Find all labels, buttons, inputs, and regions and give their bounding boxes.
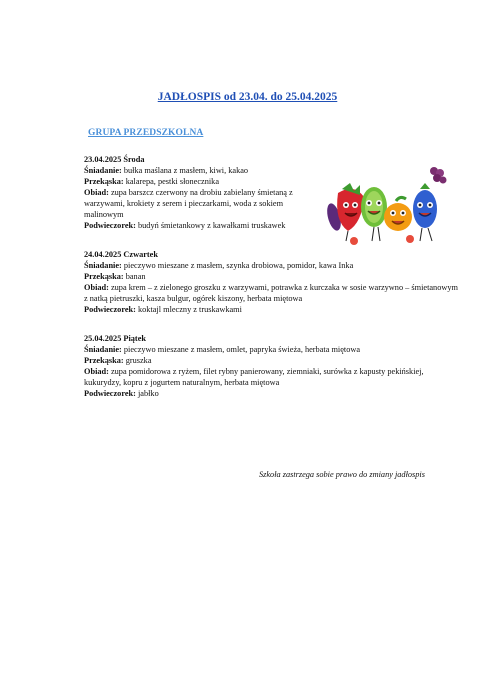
day-block-thursday xyxy=(84,249,459,315)
vegetables-illustration xyxy=(324,161,450,247)
afternoon-row xyxy=(84,388,459,399)
lunch-text: zupa pomidorowa z ryżem, filet rybny panierowany, ziemniaki, surówka z kapusty pekińskiej, kukurydzy, kopru z jogurtem naturalnym, herbata miętowa xyxy=(84,367,424,387)
snack-text: banan xyxy=(123,272,146,281)
snack-label: Przekąska: xyxy=(84,356,124,365)
day-date: 24.04.2025 Czwartek xyxy=(84,250,158,259)
breakfast-row xyxy=(84,165,316,176)
afternoon-text: budyń śmietankowy z kawałkami truskawek xyxy=(135,221,286,230)
snack-text: gruszka xyxy=(123,356,152,365)
group-heading: GRUPA PRZEDSZKOLNA xyxy=(88,128,204,138)
afternoon-row xyxy=(84,304,459,315)
breakfast-label: Śniadanie: xyxy=(84,261,122,270)
breakfast-text: pieczywo mieszane z masłem, szynka drobiowa, pomidor, kawa Inka xyxy=(121,261,354,270)
cartoon-fruits-icon xyxy=(324,161,450,247)
day-block-wednesday xyxy=(84,154,316,231)
lunch-label: Obiad: xyxy=(84,283,109,292)
lunch-text: zupa krem – z zielonego groszku z warzywami, potrawka z kurczaka w sosie warzywno – śmietanowym z natką pietruszki, kasza bulgur, ogórek kiszony, herbata miętowa xyxy=(84,283,458,303)
afternoon-label: Podwieczorek: xyxy=(84,305,136,314)
breakfast-label: Śniadanie: xyxy=(84,345,122,354)
day-date: 25.04.2025 Piątek xyxy=(84,334,146,343)
lunch-row xyxy=(84,282,459,304)
snack-text: kalarepa, pestki słonecznika xyxy=(123,177,220,186)
breakfast-label: Śniadanie: xyxy=(84,166,122,175)
snack-label: Przekąska: xyxy=(84,272,124,281)
snack-row xyxy=(84,176,316,187)
lunch-label: Obiad: xyxy=(84,367,109,376)
lunch-label: Obiad: xyxy=(84,188,109,197)
breakfast-row xyxy=(84,260,459,271)
afternoon-label: Podwieczorek: xyxy=(84,389,136,398)
breakfast-row xyxy=(84,344,459,355)
afternoon-row xyxy=(84,220,316,231)
snack-label: Przekąska: xyxy=(84,177,124,186)
breakfast-text: bułka maślana z masłem, kiwi, kakao xyxy=(121,166,249,175)
menu-title: JADŁOSPIS od 23.04. do 25.04.2025 xyxy=(157,91,338,103)
snack-row xyxy=(84,271,459,282)
lunch-row xyxy=(84,187,316,220)
afternoon-text: jabłko xyxy=(135,389,159,398)
snack-row xyxy=(84,355,459,366)
day-block-friday xyxy=(84,333,459,399)
day-date: 23.04.2025 Środa xyxy=(84,155,145,164)
lunch-row xyxy=(84,366,459,388)
afternoon-label: Podwieczorek: xyxy=(84,221,136,230)
lunch-text: zupa barszcz czerwony na drobiu zabielany śmietaną z warzywami, krokiety z serem i pieczarkami, woda z sokiem malinowym xyxy=(84,188,293,219)
afternoon-text: koktajl mleczny z truskawkami xyxy=(135,305,242,314)
breakfast-text: pieczywo mieszane z masłem, omlet, papryka świeża, herbata miętowa xyxy=(121,345,361,354)
disclaimer-note: Szkoła zastrzega sobie prawo do zmiany jadłospis xyxy=(259,470,425,479)
